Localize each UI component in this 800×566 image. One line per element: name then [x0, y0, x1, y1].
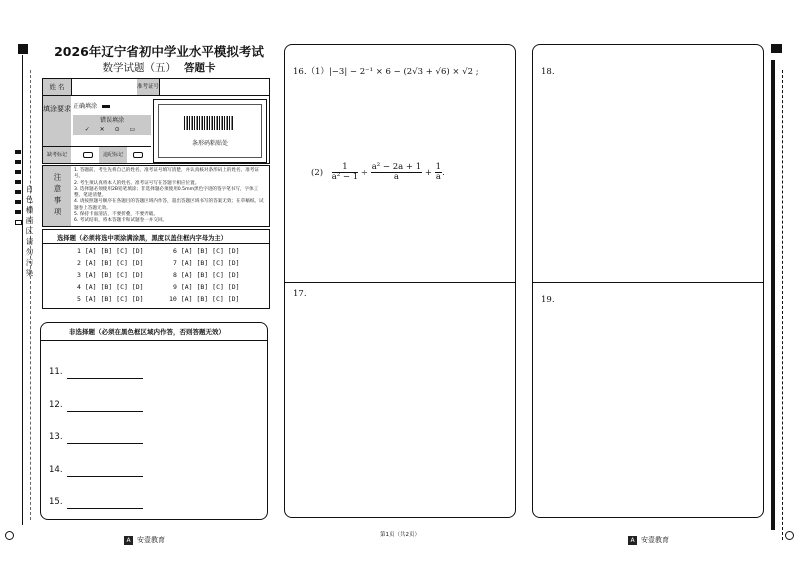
note-item: 5. 保持卡面清洁，不要折叠，不要弄破。: [74, 212, 158, 218]
page-number: 第1页（共2页）: [380, 532, 420, 538]
fill-block: [40, 322, 268, 520]
reg-mark-left: [5, 531, 14, 540]
fill-answer-line[interactable]: [67, 508, 143, 509]
corner-mark-tr: [771, 44, 782, 53]
fill-item: 11.: [49, 367, 63, 377]
choice-row[interactable]: 10 [A] [B] [C] [D]: [169, 295, 240, 303]
notes-block: [42, 165, 270, 227]
choice-block: [42, 229, 270, 309]
right-strip: [771, 60, 775, 530]
q16-frac1: $\frac{1}{\text{a² − 1}}$: [331, 162, 359, 182]
q16-part2-label: (2): [311, 168, 324, 178]
choice-row[interactable]: 5 [A] [B] [C] [D]: [77, 295, 144, 303]
notes-label: 注意事项: [43, 166, 71, 226]
choice-row[interactable]: 6 [A] [B] [C] [D]: [173, 247, 240, 255]
name-field[interactable]: [71, 79, 138, 95]
fill-answer-line[interactable]: [67, 476, 143, 477]
q16-frac3: $\frac{1}{a}$: [435, 162, 442, 182]
brand-name: 安壹教育: [641, 536, 669, 544]
exam-subtitle: [48, 60, 270, 75]
corner-mark-tl: [18, 44, 28, 54]
absent-label: 缺考标记: [43, 147, 71, 163]
reg-mark-right: [785, 531, 794, 540]
q18-label: 18.: [541, 67, 555, 77]
fill-req-label: 填涂要求: [43, 96, 71, 146]
violation-box[interactable]: [133, 152, 143, 158]
wrong-marks-icon: ✓ ✕ ⊙ ▭: [84, 126, 140, 133]
choice-header: 选择题（必须将选中项涂满涂黑，黑度以盖住框内字母为主）: [57, 235, 228, 242]
barcode-area: [153, 99, 267, 163]
footer-brand-left: [124, 535, 165, 545]
answer-box-18-19[interactable]: [532, 44, 764, 518]
q16-frac2: $\frac{\text{a² − 2a + 1}}{a}$: [371, 162, 422, 182]
seat-label: 准考证号: [137, 79, 159, 95]
choice-row[interactable]: 8 [A] [B] [C] [D]: [173, 271, 240, 279]
note-item: 6. 考试结束，将本答题卡和试题卷一并交回。: [74, 218, 168, 224]
wrong-fill-label: 错误填涂: [99, 117, 124, 124]
fill-item: 12.: [49, 400, 63, 410]
fill-header: 非选择题（必须在黑色框区域内作答，否则答题无效）: [69, 328, 225, 336]
barcode-icon: [184, 116, 234, 130]
fill-answer-line[interactable]: [67, 443, 143, 444]
fill-answer-line[interactable]: [67, 411, 143, 412]
q16-part1: [293, 65, 479, 77]
choice-row[interactable]: 4 [A] [B] [C] [D]: [77, 283, 144, 291]
q17-label: 17.: [293, 289, 307, 299]
name-label: 姓 名: [43, 79, 71, 95]
filled-mark-icon: [102, 105, 110, 108]
exam-title: 2026年辽宁省初中学业水平模拟考试: [54, 44, 264, 59]
subject-label: 数学试题（五）: [102, 62, 176, 74]
footer-brand-right: [628, 535, 669, 545]
side-warning-text: 自色横画区请勿污染: [25, 185, 34, 280]
left-border-line: [22, 55, 23, 525]
choice-row[interactable]: 2 [A] [B] [C] [D]: [77, 259, 144, 267]
brand-name: 安壹教育: [137, 536, 165, 544]
absent-box[interactable]: [83, 152, 93, 158]
q16-expr1: |−3| − 2⁻¹ × 6 − (2√3 + √6) × √2 ;: [328, 67, 479, 77]
fill-answer-line[interactable]: [67, 378, 143, 379]
note-item: 1. 答题前，考生先将自己的姓名、准考证号填写清楚，并认真核对条形码上的姓名、准考证号。: [74, 168, 260, 180]
info-block: [42, 78, 270, 164]
right-dash-strip: [782, 70, 783, 540]
brand-logo-icon: A: [628, 536, 637, 545]
barcode-label: 条形码粘贴处: [191, 140, 228, 147]
fill-item: 14.: [49, 465, 63, 475]
q16-label: 16.（1）: [293, 67, 329, 77]
answer-box-16-17[interactable]: [284, 44, 516, 518]
fill-item: 13.: [49, 432, 63, 442]
choice-row[interactable]: 9 [A] [B] [C] [D]: [173, 283, 240, 291]
note-item: 3. 选择题必须使用2B铅笔填涂；非选择题必须使用0.5mm黑色字迹的签字笔书写，字体工整、笔迹清楚。: [74, 186, 259, 199]
violation-label: 违纪标记: [99, 147, 127, 163]
q16-part2: (2) $\frac{1}{\text{a² − 1}}$ ÷ $\frac{\text{a² − 2a + 1}}{a}$ + $\frac{1}{a}$ .: [311, 162, 445, 182]
note-item: 2. 考生须认真将本人的姓名、准考证号写在答题卡相应位置。: [74, 180, 200, 186]
card-label: 答题卡: [184, 62, 216, 74]
notes-list: [74, 168, 267, 225]
correct-fill: [73, 101, 143, 110]
choice-row[interactable]: 7 [A] [B] [C] [D]: [173, 259, 240, 267]
choice-row[interactable]: 3 [A] [B] [C] [D]: [77, 271, 144, 279]
seat-field[interactable]: [159, 79, 270, 95]
correct-fill-label: 正确填涂: [73, 103, 98, 110]
brand-logo-icon: A: [124, 536, 133, 545]
choice-row[interactable]: 1 [A] [B] [C] [D]: [77, 247, 144, 255]
q19-label: 19.: [541, 295, 555, 305]
note-item: 4. 请按照题号顺序在各题目的答题区域内作答，超出答题区域书写的答案无效；在草稿纸、试题卷上答题无效。: [74, 199, 264, 211]
fill-item: 15.: [49, 497, 63, 507]
wrong-fill: [73, 115, 151, 135]
